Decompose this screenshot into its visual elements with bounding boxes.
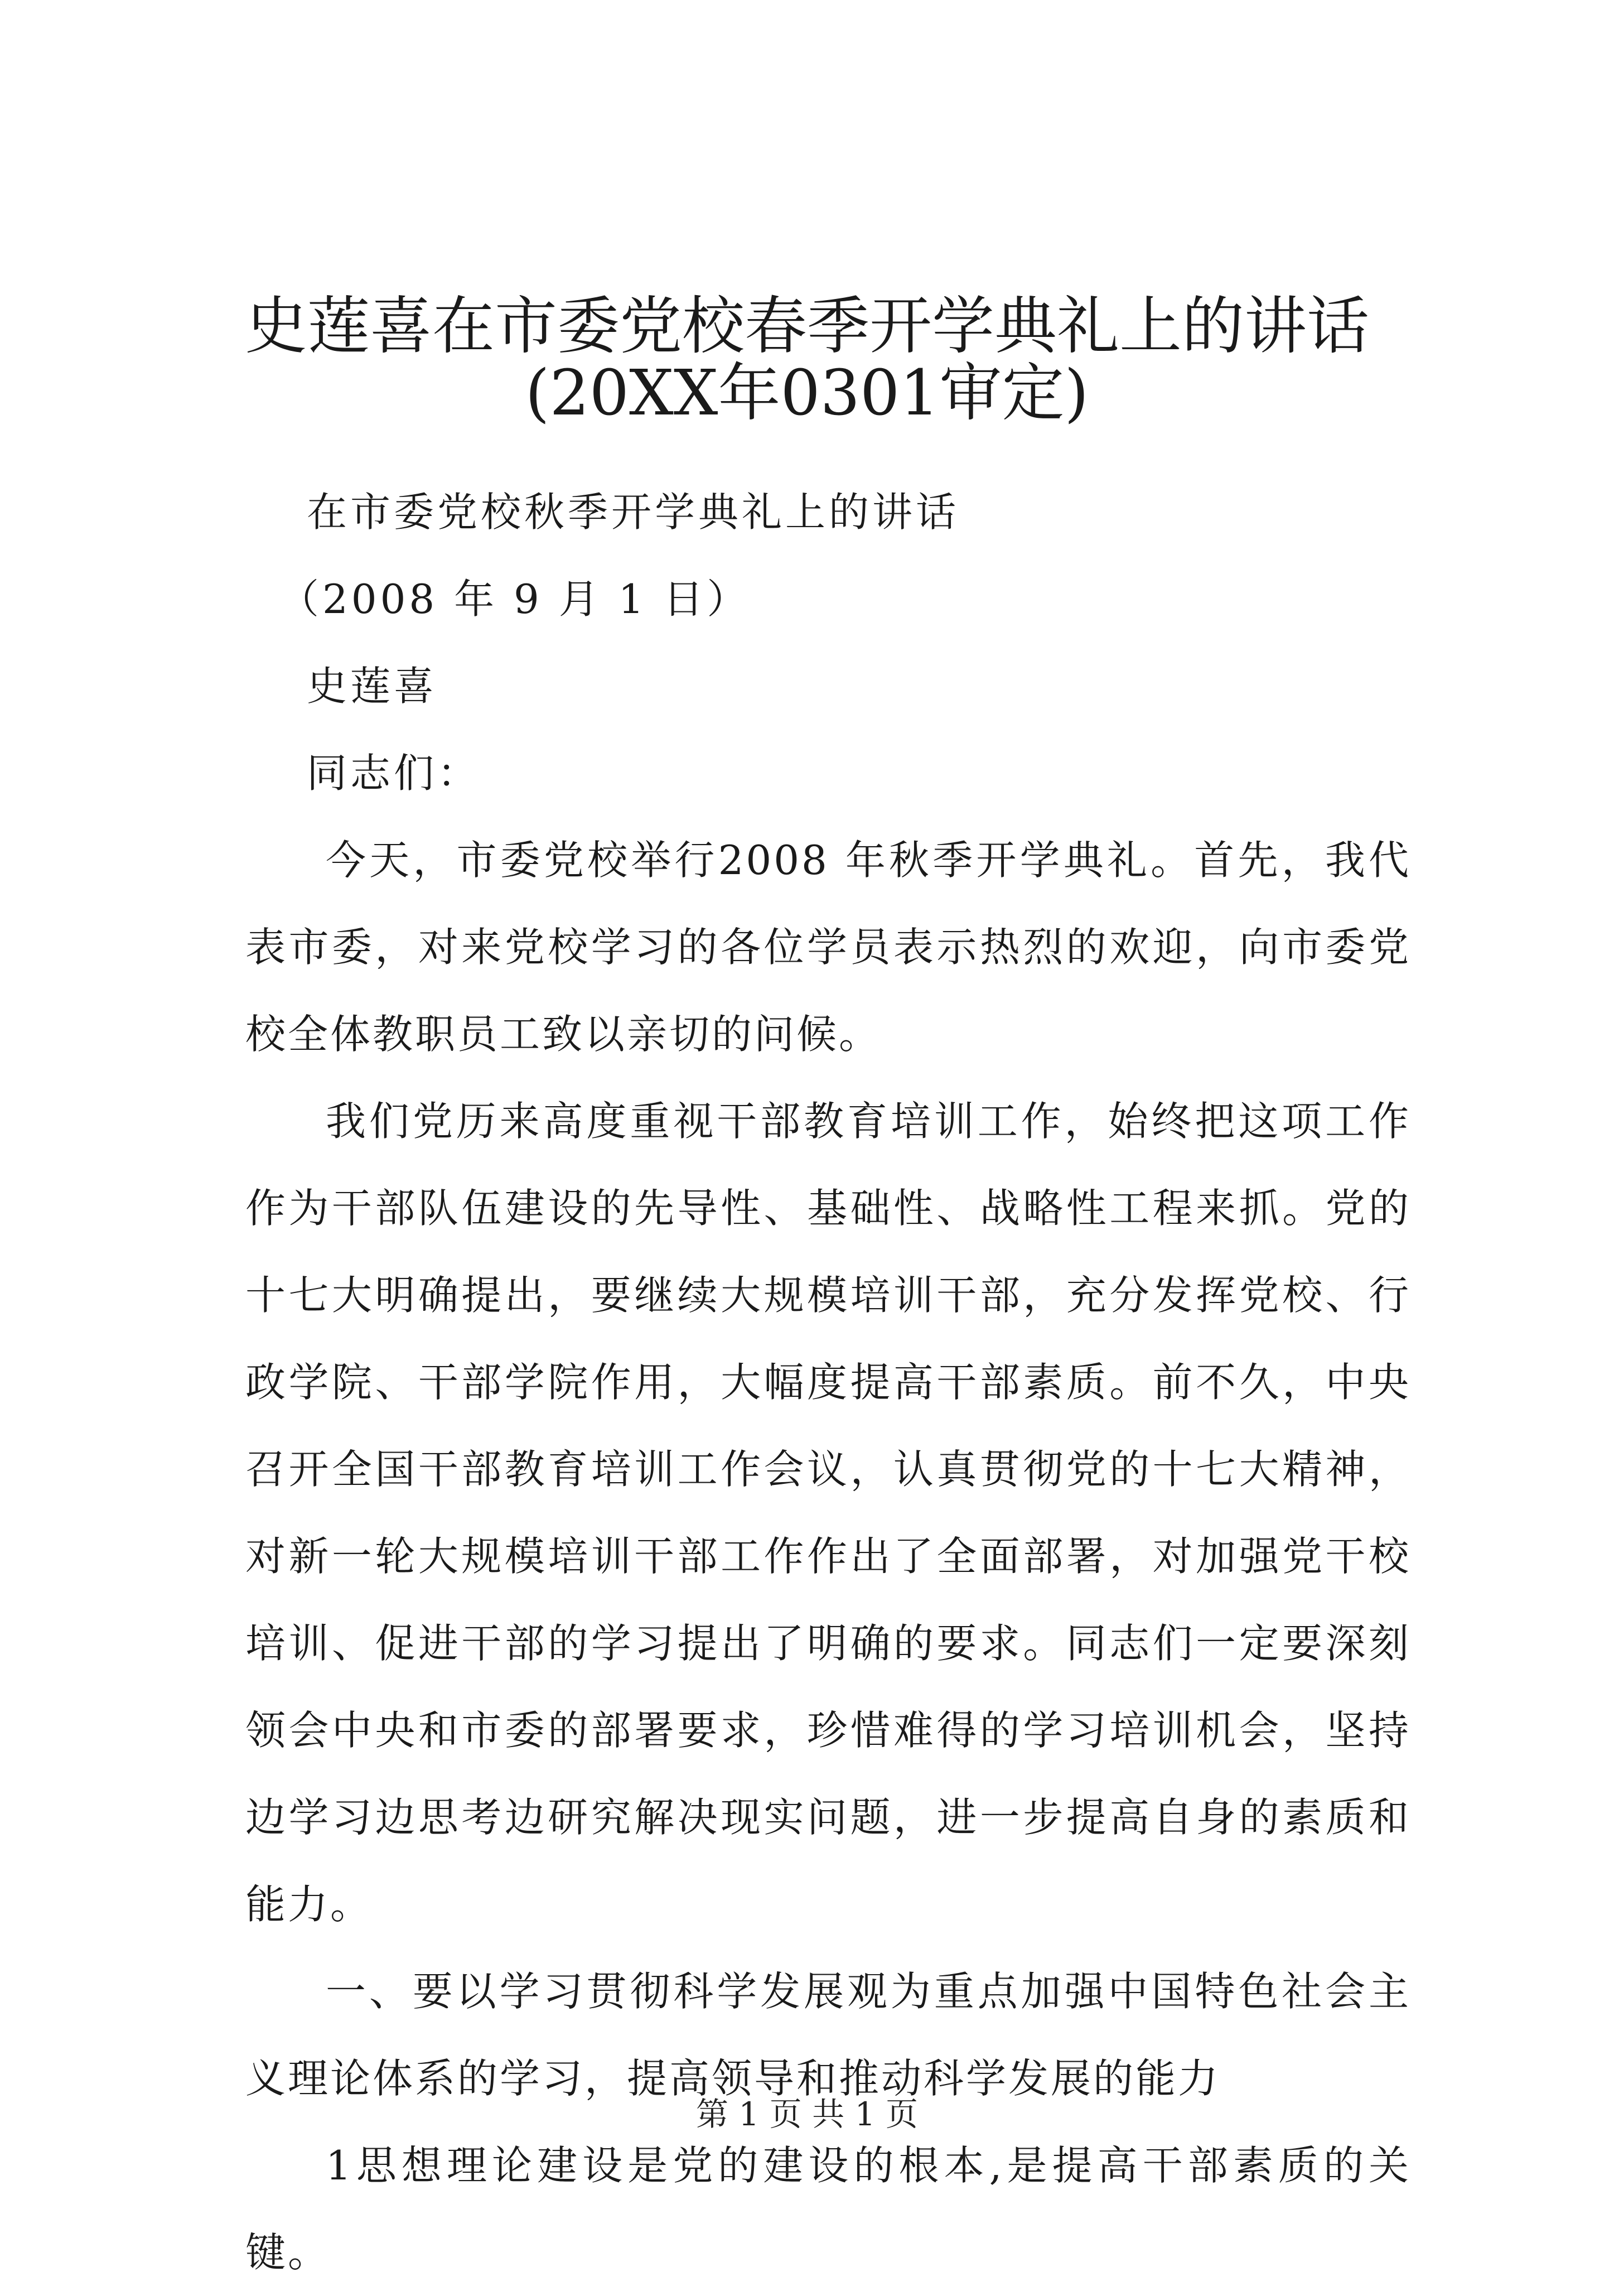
document-body xyxy=(245,469,1411,2296)
speech-author: 史莲喜 xyxy=(307,663,438,710)
document-title-date: (20XX年0301审定) xyxy=(525,357,1089,430)
speech-date: （2008 年 9 月 1 日） xyxy=(279,576,751,623)
paragraph-opening: 今天，市委党校举行2008 年秋季开学典礼。首先，我代表市委，对来党校学习的各位学员表示热烈的欢迎，向市委党校全体教职员工致以亲切的问候。 xyxy=(245,837,1411,1058)
speech-subtitle: 在市委党校秋季开学典礼上的讲话 xyxy=(307,489,960,536)
paragraph-training: 我们党历来高度重视干部教育培训工作，始终把这项工作作为干部队伍建设的先导性、基础性、战略性工程来抓。党的十七大明确提出，要继续大规模培训干部，充分发挥党校、行政学院、干部学院作用，大幅度提高干部素质。前不久，中央召开全国干部教育培训工作会议，认真贯彻党的十七大精神，对新一轮大规模培训干部工作作出了全面部署，对加强党干校培训、促进干部的学习提出了明确的要求。同志们一定要深刻领会中央和市委的部署要求，珍惜难得的学习培训机会，坚持边学习边思考边研究解决现实问题，进一步提高自身的素质和能力。 xyxy=(245,1098,1411,1928)
section-heading-1: 一、要以学习贯彻科学发展观为重点加强中国特色社会主义理论体系的学习，提高领导和推动科学发展的能力 xyxy=(245,1968,1411,2102)
document-title: 史莲喜在市委党校春季开学典礼上的讲话 xyxy=(245,290,1369,363)
paragraph-theory: 1思想理论建设是党的建设的根本,是提高干部素质的关键。 xyxy=(245,2142,1411,2276)
page-footer: 第 1 页 共 1 页 xyxy=(696,2095,918,2133)
salutation: 同志们： xyxy=(307,750,481,797)
